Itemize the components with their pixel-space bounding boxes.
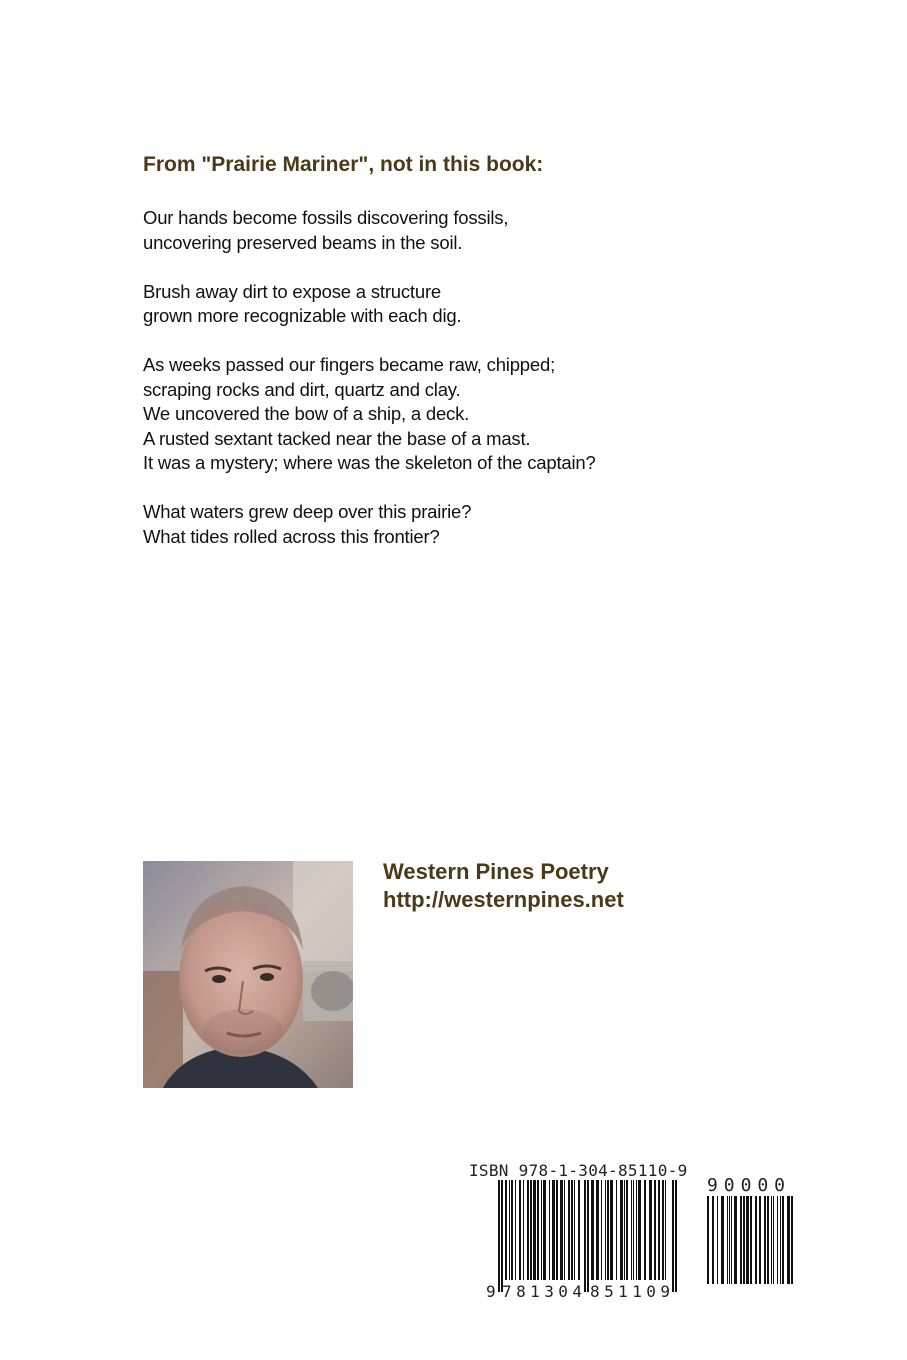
barcode-bar xyxy=(533,1180,536,1280)
barcode-bar xyxy=(707,1196,709,1284)
barcode-guard-bar xyxy=(584,1180,586,1292)
barcode-bar xyxy=(596,1180,599,1280)
poem-line: It was a mystery; where was the skeleton of the captain? xyxy=(143,452,596,473)
barcode-guard-bar xyxy=(675,1180,677,1292)
barcode-bar xyxy=(717,1196,718,1284)
barcode-bar xyxy=(746,1196,749,1284)
barcode-bar xyxy=(530,1180,532,1280)
barcode-bar xyxy=(601,1180,602,1280)
barcode-bar xyxy=(549,1180,550,1280)
barcode-bar xyxy=(731,1196,732,1284)
barcode-bar xyxy=(527,1180,529,1280)
barcode-guard-bar xyxy=(501,1180,503,1292)
barcode-bar xyxy=(721,1196,724,1284)
barcode-bar xyxy=(523,1180,524,1280)
barcode-bar xyxy=(537,1180,539,1280)
barcode-bar xyxy=(755,1196,757,1284)
barcode-bar xyxy=(626,1180,628,1280)
barcode-bar xyxy=(552,1180,555,1280)
poem-line: uncovering preserved beams in the soil. xyxy=(143,231,463,253)
barcode-bar xyxy=(607,1180,609,1280)
barcode-bar xyxy=(556,1180,558,1280)
poem-line: As weeks passed our fingers became raw, chipped; xyxy=(143,354,556,375)
barcode-bar xyxy=(662,1180,664,1280)
publisher-name: Western Pines Poetry xyxy=(383,859,609,884)
barcode-bar xyxy=(636,1180,637,1280)
barcode-bar xyxy=(509,1180,510,1280)
barcode-bar xyxy=(605,1180,606,1280)
barcode-bar xyxy=(505,1180,507,1280)
barcode-bar xyxy=(780,1196,781,1284)
barcode-bar xyxy=(740,1196,742,1284)
barcode-bar xyxy=(631,1180,632,1280)
barcode-digits-left: 781304 xyxy=(502,1282,582,1300)
barcode-bar xyxy=(654,1180,656,1280)
barcode-bar xyxy=(782,1196,784,1284)
barcode-bar xyxy=(541,1180,542,1280)
barcode-bar xyxy=(638,1180,641,1280)
barcode-digits-right: 851109 xyxy=(590,1282,670,1300)
isbn-barcode xyxy=(486,1180,688,1300)
barcode-digit-first: 9 xyxy=(486,1282,496,1300)
price-addon-barcode xyxy=(705,1176,797,1286)
author-photo xyxy=(143,861,353,1088)
barcode-bar xyxy=(591,1180,594,1280)
poem-line: What tides rolled across this frontier? xyxy=(143,525,440,547)
barcode-guard-bar xyxy=(498,1180,500,1292)
barcode-bar xyxy=(777,1196,778,1284)
poem-line: A rusted sextant tacked near the base of a mast. xyxy=(143,427,531,449)
barcode-bar xyxy=(771,1196,772,1284)
barcode-bar xyxy=(712,1196,714,1284)
barcode-bar xyxy=(764,1196,766,1284)
author-photo-image xyxy=(143,861,353,1088)
excerpt-heading: From "Prairie Mariner", not in this book: xyxy=(143,153,544,176)
barcode-bar xyxy=(734,1196,737,1284)
barcode-bar xyxy=(727,1196,728,1284)
barcode-bar xyxy=(578,1180,580,1280)
publisher-block xyxy=(383,858,624,914)
barcode-bar xyxy=(616,1180,617,1280)
barcode-guard-bar xyxy=(587,1180,589,1292)
barcode-bar xyxy=(767,1196,769,1284)
isbn-label: ISBN 978-1-304-85110-9 xyxy=(469,1161,688,1180)
stanza xyxy=(143,353,596,476)
barcode-bar xyxy=(649,1180,652,1280)
barcode-bar xyxy=(564,1180,565,1280)
barcode-bar xyxy=(519,1180,521,1280)
addon-digits: 90000 xyxy=(707,1176,785,1196)
barcode-bar xyxy=(773,1196,774,1284)
barcode-bar xyxy=(560,1180,563,1280)
poem-line: grown more recognizable with each dig. xyxy=(143,305,462,326)
barcode-bar xyxy=(543,1180,546,1280)
poem xyxy=(143,206,596,574)
stanza xyxy=(143,500,596,549)
barcode-bar xyxy=(791,1196,793,1284)
addon-bars xyxy=(707,1196,793,1284)
barcode-bars xyxy=(498,1180,677,1292)
barcode-bar xyxy=(515,1180,516,1280)
barcode-bar xyxy=(633,1180,634,1280)
barcode-bar xyxy=(787,1196,790,1284)
barcode-bar xyxy=(571,1180,573,1280)
stanza xyxy=(143,280,596,329)
publisher-url[interactable]: http://westernpines.net xyxy=(383,887,624,912)
barcode-bar xyxy=(759,1196,761,1284)
barcode-bar xyxy=(665,1180,666,1280)
barcode-bar xyxy=(511,1180,513,1280)
barcode-bar xyxy=(620,1180,623,1280)
barcode-bar xyxy=(574,1180,575,1280)
barcode-bar xyxy=(729,1196,730,1284)
barcode-bar xyxy=(624,1180,625,1280)
poem-line: scraping rocks and dirt, quartz and clay. xyxy=(143,378,461,400)
barcode-bar xyxy=(743,1196,745,1284)
barcode-bar xyxy=(644,1180,646,1280)
barcode-bar xyxy=(750,1196,752,1284)
barcode-bar xyxy=(658,1180,660,1280)
stanza xyxy=(143,206,596,255)
barcode-bar xyxy=(568,1180,570,1280)
poem-line: We uncovered the bow of a ship, a deck. xyxy=(143,403,470,424)
poem-line: Our hands become fossils discovering fossils, xyxy=(143,207,509,228)
barcode-guard-bar xyxy=(672,1180,674,1292)
barcode-bar xyxy=(610,1180,613,1280)
poem-line: What waters grew deep over this prairie? xyxy=(143,501,472,522)
poem-line: Brush away dirt to expose a structure xyxy=(143,280,441,302)
